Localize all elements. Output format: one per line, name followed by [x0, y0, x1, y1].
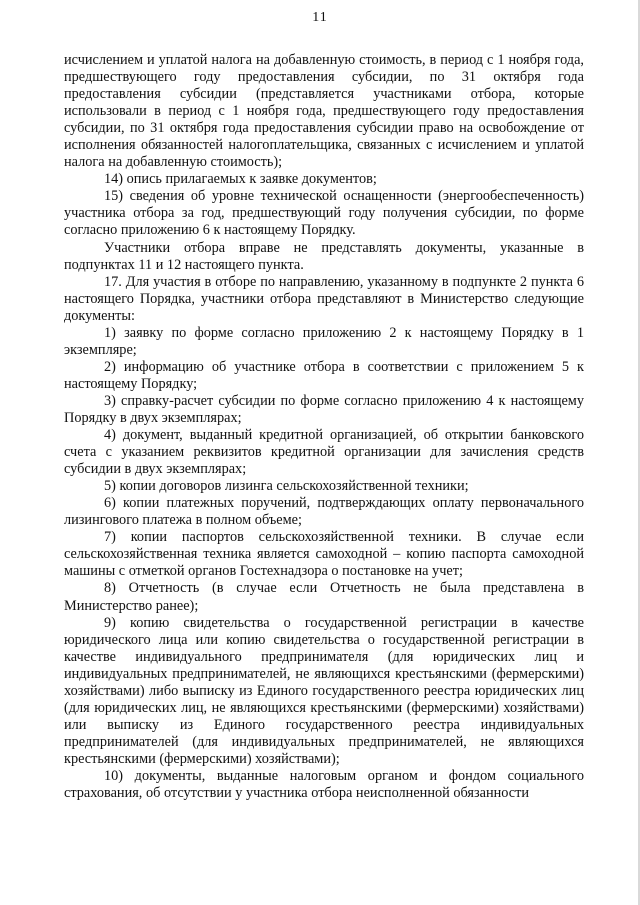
paragraph-item-15: 15) сведения об уровне технической оснащенности (энергообеспеченность) участника отбора за год, предшествующий году получения субсидии, по форме согласно приложению 6 к настоящему Порядку.	[64, 188, 584, 239]
paragraph-item-14: 14) опись прилагаемых к заявке документов;	[104, 171, 377, 188]
document-body	[64, 52, 584, 802]
paragraph-continuation: исчислением и уплатой налога на добавленную стоимость, в период с 1 ноября года, предшествующего году предоставления субсидии, по 31 октября года предоставления субсидии (представляется участниками отбора, которые использовали в период с 1 ноября года, предшествующего году предоставления субсидии, по 31 октября года предоставления субсидии право на освобождение от исполнения обязанностей налогоплательщика, связанных с исчислением и уплатой налога на добавленную стоимость);	[64, 52, 584, 171]
paragraph-item-10: 10) документы, выданные налоговым органом и фондом социального страхования, об отсутствии у участника отбора неисполненной обязанности	[64, 767, 584, 802]
paragraph-item-6: 6) копии платежных поручений, подтверждающих оплату первоначального лизингового платежа в полном объеме;	[64, 495, 584, 529]
paragraph-item-9: 9) копию свидетельства о государственной регистрации в качестве юридического лица или копию свидетельства о государственной регистрации в качестве индивидуального предпринимателя (для юридических лиц и индивидуальных предпринимателей, не являющихся крестьянскими (фермерскими) хозяйствами) либо выписку из Единого государственного реестра юридических лиц (для юридических лиц, не являющихся крестьянскими (фермерскими) хозяйствами) или выписку из Единого государственного реестра индивидуальных предпринимателей (для индивидуальных предпринимателей, не являющихся крестьянскими (фермерскими) хозяйствами);	[64, 614, 584, 767]
paragraph-item-2: 2) информацию об участнике отбора в соответствии с приложением 5 к настоящему Порядку;	[64, 358, 584, 392]
paragraph-note: Участники отбора вправе не представлять документы, указанные в подпунктах 11 и 12 настоящего пункта.	[64, 239, 584, 273]
paragraph-item-1: 1) заявку по форме согласно приложению 2 к настоящему Порядку в 1 экземпляре;	[64, 324, 584, 358]
paragraph-item-4: 4) документ, выданный кредитной организацией, об открытии банковского счета с указанием реквизитов кредитной организации для зачисления средств субсидии в двух экземплярах;	[64, 427, 584, 478]
paragraph-item-5: 5) копии договоров лизинга сельскохозяйственной техники;	[104, 478, 469, 495]
paragraph-item-3: 3) справку-расчет субсидии по форме согласно приложению 4 к настоящему Порядку в двух экземплярах;	[64, 392, 584, 426]
page-number: 11	[312, 10, 328, 25]
paragraph-item-8: 8) Отчетность (в случае если Отчетность не была представлена в Министерство ранее);	[64, 580, 584, 614]
paragraph-item-7: 7) копии паспортов сельскохозяйственной техники. В случае если сельскохозяйственная техника является самоходной – копию паспорта самоходной машины с отметкой органов Гостехнадзора о постановке на учет;	[64, 529, 584, 580]
paragraph-clause-17: 17. Для участия в отборе по направлению, указанному в подпункте 2 пункта 6 настоящего Порядка, участники отбора представляют в Министерство следующие документы:	[64, 273, 584, 324]
